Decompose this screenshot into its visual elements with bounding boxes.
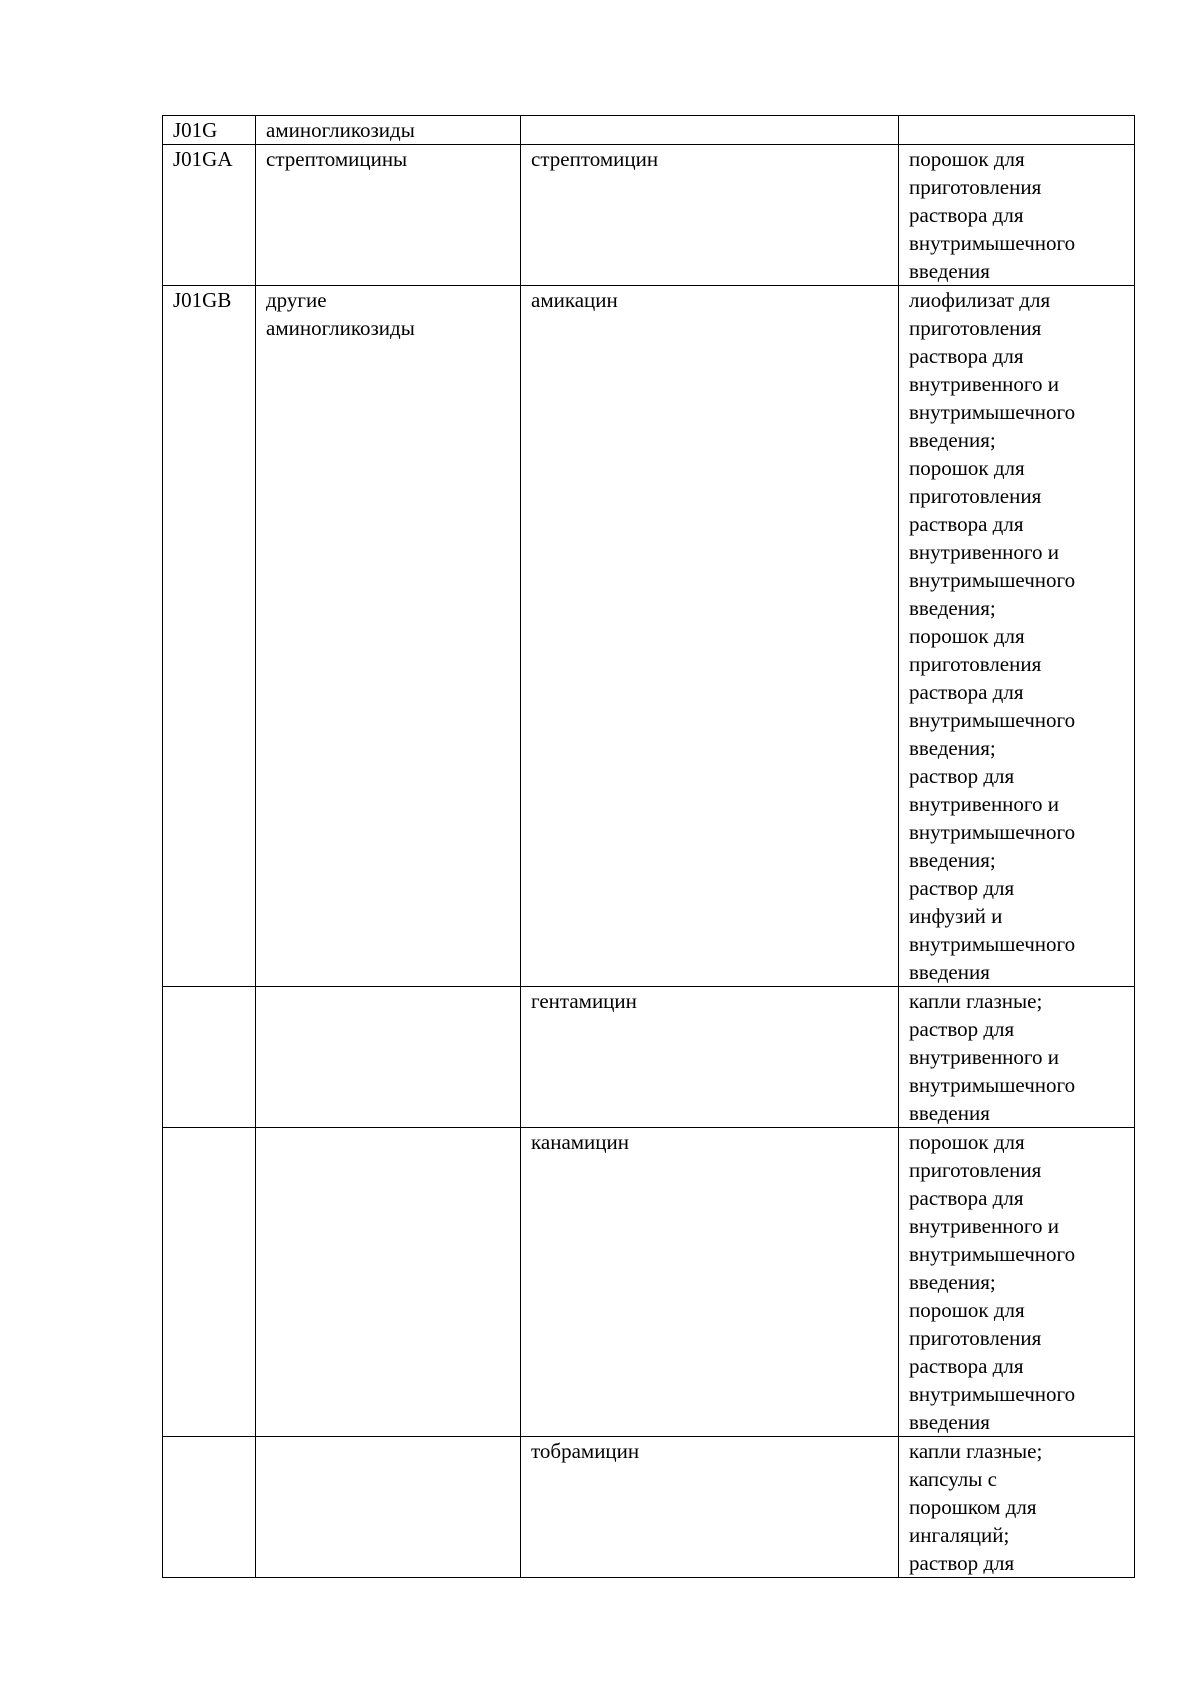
dosage-form: капли глазные; капсулы с порошком для ингаляций; раствор для bbox=[909, 1439, 1043, 1575]
dosage-form-cell bbox=[899, 1437, 1135, 1578]
table-row bbox=[163, 116, 1135, 145]
atc-code-cell bbox=[163, 145, 256, 286]
atc-code: J01GA bbox=[173, 147, 233, 171]
drug-name-cell bbox=[521, 116, 899, 145]
dosage-form: порошок для приготовления раствора для внутривенного и внутримышечного введения; порошок для приготовления раствора для внутримышечного введения bbox=[909, 1130, 1076, 1434]
dosage-form-cell bbox=[899, 116, 1135, 145]
table-row bbox=[163, 1128, 1135, 1437]
table-row bbox=[163, 145, 1135, 286]
drug-name: тобрамицин bbox=[531, 1439, 640, 1463]
group-cell bbox=[256, 286, 521, 987]
atc-code-cell bbox=[163, 286, 256, 987]
pharmacological-group: аминогликозиды bbox=[266, 118, 415, 142]
atc-code-cell bbox=[163, 1437, 256, 1578]
dosage-form: лиофилизат для приготовления раствора для внутривенного и внутримышечного введения; порошок для приготовления раствора для внутривенного и внутримышечного введения; порошок для приготовления раствора для внутримышечного введения; раствор для внутривенного и внутримышечного введения; раствор для инфузий и внутримышечного введения bbox=[909, 288, 1076, 984]
pharmacological-group: стрептомицины bbox=[266, 147, 408, 171]
dosage-form-cell bbox=[899, 987, 1135, 1128]
group-cell bbox=[256, 987, 521, 1128]
drug-name-cell bbox=[521, 1437, 899, 1578]
drug-name: гентамицин bbox=[531, 989, 637, 1013]
dosage-form: порошок для приготовления раствора для внутримышечного введения bbox=[909, 147, 1076, 283]
group-cell bbox=[256, 1437, 521, 1578]
dosage-form: капли глазные; раствор для внутривенного и внутримышечного введения bbox=[909, 989, 1076, 1125]
drug-name: стрептомицин bbox=[531, 147, 659, 171]
group-cell bbox=[256, 145, 521, 286]
drug-name-cell bbox=[521, 1128, 899, 1437]
table-body bbox=[163, 116, 1135, 1578]
table-row bbox=[163, 286, 1135, 987]
drug-name-cell bbox=[521, 145, 899, 286]
drug-name-cell bbox=[521, 987, 899, 1128]
dosage-form-cell bbox=[899, 1128, 1135, 1437]
group-cell bbox=[256, 1128, 521, 1437]
drug-name-cell bbox=[521, 286, 899, 987]
drug-name: амикацин bbox=[531, 288, 618, 312]
drug-classification-table bbox=[162, 115, 1135, 1578]
pharmacological-group: другие аминогликозиды bbox=[266, 288, 415, 340]
atc-code-cell bbox=[163, 987, 256, 1128]
group-cell bbox=[256, 116, 521, 145]
atc-code: J01GB bbox=[173, 288, 232, 312]
atc-code-cell bbox=[163, 116, 256, 145]
atc-code: J01G bbox=[173, 118, 218, 142]
drug-name: канамицин bbox=[531, 1130, 630, 1154]
table-row bbox=[163, 987, 1135, 1128]
table-row bbox=[163, 1437, 1135, 1578]
dosage-form-cell bbox=[899, 286, 1135, 987]
dosage-form-cell bbox=[899, 145, 1135, 286]
atc-code-cell bbox=[163, 1128, 256, 1437]
